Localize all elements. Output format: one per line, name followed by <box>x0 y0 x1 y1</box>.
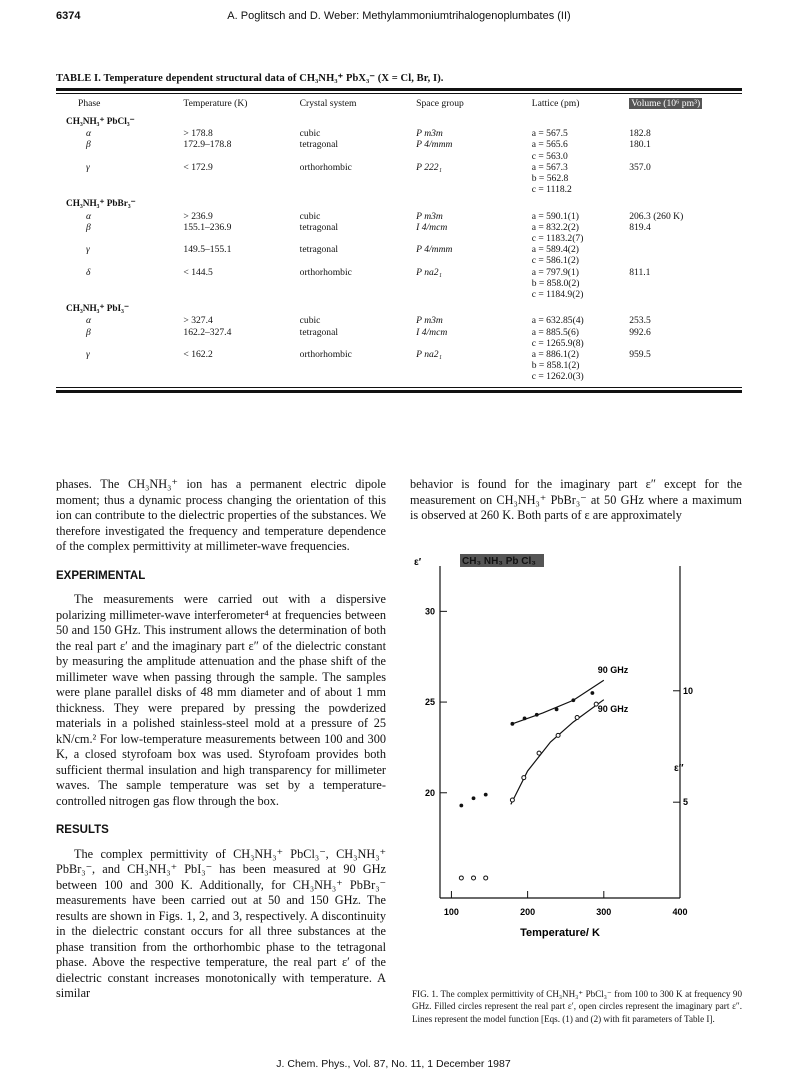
data-point-imaginary <box>575 716 579 720</box>
annotation-90ghz-imaginary: 90 GHz <box>597 703 629 714</box>
table-cell: b = 562.8 <box>531 173 569 185</box>
compound-row <box>56 195 742 210</box>
left-axis-label: ε′ <box>414 557 422 568</box>
table-row <box>56 233 742 244</box>
table-cell: b = 858.0(2) <box>531 277 580 289</box>
table-cell <box>416 173 532 184</box>
table-cell: P 222₁ <box>416 161 442 173</box>
table-cell: c = 1183.2(7) <box>531 233 584 245</box>
table-cell: 253.5 <box>629 315 651 327</box>
table-cell: cubic <box>299 315 321 327</box>
left-column <box>56 477 386 1002</box>
table-cell: α <box>86 210 92 222</box>
compound-label: CH₃NH₃⁺ PbBr₃⁻ <box>66 199 136 210</box>
table-cell <box>629 360 742 371</box>
table-cell: P m3m <box>416 315 443 327</box>
table-cell: 155.1–236.9 <box>183 221 232 233</box>
table-cell: a = 832.2(2) <box>531 221 579 233</box>
data-point-imaginary <box>510 798 514 802</box>
left-y-tick-label: 20 <box>424 787 435 798</box>
intro-paragraph: phases. The CH₃NH₃⁺ ion has a permanent electric dipole moment; thus a dynamic process changing the orientation of this ion can contribute to the dielectric properties of the substances. We therefore investigated the frequency and temperature dependence of the complex permittivity at millimeter-wave frequencies. <box>56 477 386 553</box>
table-cell: orthorhombic <box>299 161 352 173</box>
table-caption: TABLE I. Temperature dependent structural data of CH₃NH₃⁺ PbX₃⁻ (X = Cl, Br, I). <box>56 73 444 84</box>
right-paragraph: behavior is found for the imaginary part ε″ except for the measurement on CH₃NH₃⁺ PbBr₃⁻ at 50 GHz where a maximum is observed at 260 K. Both parts of ε are approximately <box>410 477 742 522</box>
table-row <box>56 139 742 150</box>
table-cell: a = 567.5 <box>531 128 568 140</box>
data-point-real <box>484 793 488 797</box>
right-axis-label: ε″ <box>674 763 684 774</box>
table-cell <box>629 244 742 255</box>
table-row <box>56 327 742 338</box>
table-cell: a = 632.85(4) <box>531 315 584 327</box>
fit-line-imaginary <box>511 700 604 805</box>
table-cell: 182.8 <box>629 128 651 140</box>
page-number: 6374 <box>56 10 81 22</box>
table-cell: β <box>86 326 91 338</box>
left-y-tick-label: 25 <box>424 697 435 708</box>
header-volume: Volume (10⁶ pm³) <box>631 98 701 109</box>
x-tick-label: 200 <box>520 907 536 917</box>
table-cell <box>183 289 299 300</box>
table-cell <box>416 338 532 349</box>
table-cell <box>183 255 299 266</box>
table-cell <box>416 371 532 382</box>
table-cell: 992.6 <box>629 326 651 338</box>
running-title: A. Poglitsch and D. Weber: Methylammoniumtrihalogenoplumbates (II) <box>227 10 571 22</box>
table-cell <box>183 360 299 371</box>
table-cell <box>183 233 299 244</box>
data-point-imaginary <box>459 876 463 880</box>
data-point-real <box>590 691 594 695</box>
table-body <box>56 113 742 383</box>
table-cell <box>300 184 416 195</box>
table-cell <box>629 233 742 244</box>
table-cell: tetragonal <box>299 139 339 151</box>
table-cell: c = 1262.0(3) <box>531 371 584 383</box>
header-lattice: Lattice (pm) <box>531 98 580 109</box>
table-cell <box>300 371 416 382</box>
table-cell: c = 586.1(2) <box>531 255 579 267</box>
table-cell <box>300 233 416 244</box>
results-paragraph: The complex permittivity of CH₃NH₃⁺ PbCl₃⁻, CH₃NH₃⁺ PbBr₃⁻, and CH₃NH₃⁺ PbI₃⁻ has been measured at 90 GHz between 100 and 300 K. Additionally, for CH₃NH₃⁺ PbBr₃⁻ measurements have been carried out at 50 and 150 GHz. The results are shown in Figs. 1, 2, and 3, respectively. A discontinuity in the dielectric constant occurs for all three substances at the phase transition from the orthorhombic phase to the tetragonal phase. Above the respective temperature, the real part ε′ of the dielectric constant increases monotonically with temperature. A similar <box>56 846 386 1000</box>
structural-data-table <box>56 88 742 393</box>
table-row <box>56 211 742 222</box>
experimental-paragraph: The measurements were carried out with a dispersive polarizing millimeter-wave interferometer⁴ at frequencies between 50 and 150 GHz. This instrument allows the determination of both the real part ε′ and the imaginary part ε″ of the dielectric constant by measuring the amplitude attenuation and the phase shift of the millimeter wave when passing through the sample. The samples were plane parallel disks of 48 mm diameter and of about 1 mm thickness. They were prepared by pressing the powderized materials in a polished stainless-steel mold at a pressure of 25 kN/cm.² For low-temperature measurements between 100 and 300 K, a closed styrofoam box was used. Styrofoam provides both sufficient thermal insulation and high transparency for millimeter waves. The sample temperature was set by a temperature-controlled nitrogen gas flow through the box. <box>56 592 386 808</box>
right-y-tick-label: 5 <box>683 797 689 808</box>
table-cell: tetragonal <box>299 244 339 256</box>
table-cell <box>416 278 532 289</box>
table-row <box>56 151 742 162</box>
table-cell: b = 858.1(2) <box>531 360 580 372</box>
table-row <box>56 349 742 360</box>
table-row <box>56 222 742 233</box>
table-cell: orthorhombic <box>299 349 352 361</box>
table-cell <box>300 289 416 300</box>
table-cell: δ <box>86 266 91 278</box>
x-tick-label: 100 <box>443 907 459 917</box>
experimental-heading: EXPERIMENTAL <box>56 569 146 582</box>
table-cell: tetragonal <box>299 326 339 338</box>
table-cell: P m3m <box>416 128 443 140</box>
table-cell: c = 563.0 <box>531 150 568 162</box>
table-row <box>56 173 742 184</box>
table-cell: c = 1265.9(8) <box>531 337 584 349</box>
table-row <box>56 289 742 300</box>
data-point-real <box>510 722 514 726</box>
table-bottom-rule <box>56 390 742 393</box>
table-cell: 162.2–327.4 <box>183 326 232 338</box>
compound-label: CH₃NH₃⁺ PbCl₃⁻ <box>66 117 135 127</box>
table-cell: 811.1 <box>629 266 651 278</box>
journal-footer: J. Chem. Phys., Vol. 87, No. 11, 1 December 1987 <box>276 1058 511 1070</box>
table-cell: a = 565.6 <box>531 139 568 151</box>
table-cell: 959.5 <box>629 349 651 361</box>
table-cell <box>629 173 742 184</box>
figure-1-chart <box>400 540 745 960</box>
table-cell <box>300 360 416 371</box>
table-cell <box>416 233 532 244</box>
table-cell <box>56 255 183 266</box>
table-cell <box>416 151 532 162</box>
table-cell: I 4/mcm <box>416 326 448 338</box>
data-point-imaginary <box>522 776 526 780</box>
data-point-real <box>555 707 559 711</box>
table-cell: a = 589.4(2) <box>531 244 579 256</box>
left-y-tick-label: 30 <box>424 606 435 617</box>
table-cell: β <box>86 221 91 233</box>
table-cell <box>56 151 183 162</box>
table-cell: a = 886.1(2) <box>531 349 579 361</box>
table-cell: > 327.4 <box>183 315 213 327</box>
table-cell <box>629 371 742 382</box>
table-cell <box>183 151 299 162</box>
table-cell: > 178.8 <box>183 128 213 140</box>
table-cell <box>56 371 183 382</box>
running-header <box>56 8 742 28</box>
compound-label: CH₃NH₃⁺ PbI₃⁻ <box>66 304 129 315</box>
table-cell: α <box>86 128 92 140</box>
table-cell <box>629 184 742 195</box>
table-cell: a = 567.3 <box>531 161 568 173</box>
table-cell <box>56 233 183 244</box>
table-cell <box>629 338 742 349</box>
data-point-real <box>535 713 539 717</box>
data-point-real <box>571 698 575 702</box>
data-point-imaginary <box>556 733 560 737</box>
table-row <box>56 162 742 173</box>
table-row <box>56 278 742 289</box>
table-cell: 819.4 <box>629 221 651 233</box>
table-cell: 357.0 <box>629 161 651 173</box>
table-cell: α <box>86 315 92 327</box>
table-cell <box>416 289 532 300</box>
table-cell: β <box>86 139 91 151</box>
table-cell <box>416 184 532 195</box>
right-column <box>410 477 742 524</box>
right-y-tick-label: 10 <box>683 685 694 696</box>
table-cell <box>56 184 183 195</box>
header-crystal-system: Crystal system <box>299 98 357 109</box>
table-row <box>56 244 742 255</box>
table-cell <box>416 255 532 266</box>
table-cell: orthorhombic <box>299 266 352 278</box>
table-row <box>56 267 742 278</box>
table-cell: a = 797.9(1) <box>531 266 579 278</box>
table-row <box>56 184 742 195</box>
table-cell <box>300 151 416 162</box>
table-cell: P na2₁ <box>416 349 442 361</box>
table-cell: P 4/mmm <box>416 139 453 151</box>
table-cell <box>629 151 742 162</box>
table-cell: P m3m <box>416 210 443 222</box>
table-cell: 180.1 <box>629 139 651 151</box>
data-point-imaginary <box>484 876 488 880</box>
table-cell <box>183 338 299 349</box>
compound-row <box>56 113 742 128</box>
table-cell: γ <box>86 244 90 256</box>
annotation-90ghz-real: 90 GHz <box>597 665 629 676</box>
data-point-real <box>459 804 463 808</box>
table-cell: γ <box>86 161 90 173</box>
table-cell: 172.9–178.8 <box>183 139 232 151</box>
header-temperature: Temperature (K) <box>183 98 248 109</box>
table-cell <box>416 360 532 371</box>
table-cell <box>300 338 416 349</box>
table-row <box>56 255 742 266</box>
table-cell: a = 590.1(1) <box>531 210 579 222</box>
table-cell: < 162.2 <box>183 349 213 361</box>
table-cell: a = 885.5(6) <box>531 326 579 338</box>
table-cell <box>56 360 183 371</box>
table-row <box>56 315 742 326</box>
table-cell: I 4/mcm <box>416 221 448 233</box>
chart-title: CH₃ NH₃ Pb Cl₃ <box>462 556 536 567</box>
table-cell <box>629 255 742 266</box>
table-row <box>56 360 742 371</box>
figure-caption: FIG. 1. The complex permittivity of CH₃NH₃⁺ PbCl₃⁻ from 100 to 300 K at frequency 90 GHz. Filled circles represent the real part ε′, open circles represent the imaginary part ε″. Lines represent the model function [Eqs. (1) and (2) with fit parameters of Table I]. <box>412 989 742 1024</box>
table-cell <box>183 371 299 382</box>
table-cell: tetragonal <box>299 221 339 233</box>
x-tick-label: 400 <box>672 907 688 917</box>
results-heading: RESULTS <box>56 824 109 836</box>
table-cell: 149.5–155.1 <box>183 244 232 256</box>
table-cell: c = 1184.9(2) <box>531 289 584 301</box>
table-cell: > 236.9 <box>183 210 213 222</box>
data-point-imaginary <box>472 876 476 880</box>
x-tick-label: 300 <box>596 907 612 917</box>
header-space-group: Space group <box>416 98 464 109</box>
data-point-real <box>523 716 527 720</box>
table-cell: < 172.9 <box>183 161 213 173</box>
table-cell <box>56 278 183 289</box>
table-cell <box>300 255 416 266</box>
table-cell: c = 1118.2 <box>531 184 572 196</box>
header-phase: Phase <box>78 98 101 109</box>
table-cell: P 4/mmm <box>416 244 453 256</box>
x-axis-label: Temperature/ K <box>520 927 600 939</box>
data-point-real <box>472 796 476 800</box>
table-cell: cubic <box>299 128 321 140</box>
table-cell <box>629 278 742 289</box>
table-row <box>56 128 742 139</box>
table-cell <box>300 278 416 289</box>
table-cell <box>629 289 742 300</box>
table-cell <box>56 338 183 349</box>
table-cell <box>56 289 183 300</box>
table-cell <box>300 173 416 184</box>
table-cell <box>56 173 183 184</box>
data-point-imaginary <box>537 751 541 755</box>
table-cell <box>183 173 299 184</box>
table-header-row <box>56 94 742 113</box>
table-row <box>56 371 742 382</box>
table-cell: γ <box>86 349 90 361</box>
table-row <box>56 338 742 349</box>
table-cell: cubic <box>299 210 321 222</box>
table-cell: < 144.5 <box>183 266 213 278</box>
table-cell: P na2₁ <box>416 266 442 278</box>
table-cell <box>183 184 299 195</box>
table-cell <box>183 278 299 289</box>
table-cell: 206.3 (260 K) <box>629 210 684 222</box>
compound-row <box>56 300 742 315</box>
